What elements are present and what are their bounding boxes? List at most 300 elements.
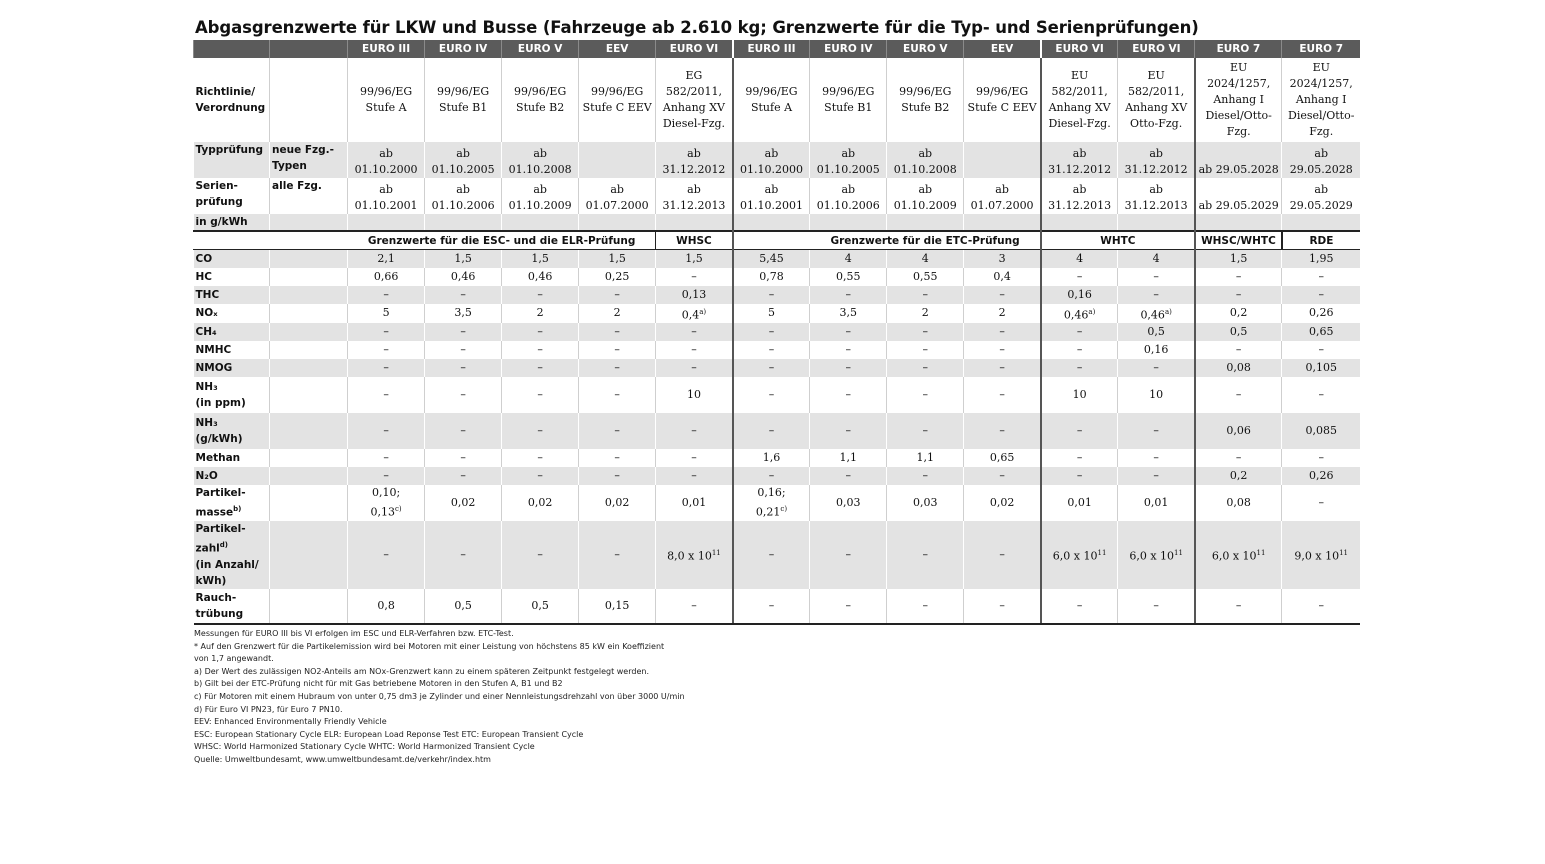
value-cell: – <box>1195 589 1282 624</box>
value-cell: 0,10; 0,13$^{c)}$ <box>348 485 425 521</box>
value-cell: – <box>1041 413 1118 449</box>
value-cell: 0,46 <box>425 268 502 286</box>
table-row <box>194 304 1361 324</box>
column-header: EURO III <box>733 40 810 58</box>
meta-cell <box>1282 214 1360 231</box>
row-label: NH₃ (g/kWh) <box>194 413 270 449</box>
value-cell: – <box>1195 341 1282 359</box>
value-cell: – <box>964 286 1041 304</box>
meta-cell <box>348 214 425 231</box>
value-cell: 1,6 <box>733 449 810 467</box>
value-cell: 0,02 <box>502 485 579 521</box>
value-cell: 1,5 <box>656 250 733 268</box>
value-cell: – <box>887 413 964 449</box>
value-cell: 0,5 <box>1195 323 1282 341</box>
value-cell: – <box>733 589 810 624</box>
column-header: EURO V <box>887 40 964 58</box>
value-cell: – <box>1041 359 1118 377</box>
meta-cell: EU 2024/1257, Anhang I Diesel/Otto- Fzg. <box>1195 58 1282 142</box>
meta-cell: ab 31.12.2012 <box>656 142 733 178</box>
value-cell: – <box>579 377 656 413</box>
value-cell: – <box>1195 377 1282 413</box>
table-row <box>194 341 1361 359</box>
meta-cell: 99/96/EG Stufe B1 <box>425 58 502 142</box>
footnote-line: b) Gilt bei der ETC-Prüfung nicht für mit Gas betriebene Motoren in den Stufen A, B1 und B2 <box>194 679 563 689</box>
meta-cell: ab 01.10.2009 <box>502 178 579 214</box>
value-cell: 5 <box>348 304 425 324</box>
value-cell: – <box>964 359 1041 377</box>
value-cell: – <box>348 467 425 485</box>
value-cell: – <box>502 286 579 304</box>
meta-cell: 99/96/EG Stufe B2 <box>887 58 964 142</box>
meta-cell: ab 01.10.2009 <box>887 178 964 214</box>
value-cell: – <box>502 377 579 413</box>
value-cell: – <box>348 521 425 589</box>
value-cell: – <box>733 359 810 377</box>
footnote-line: * Auf den Grenzwert für die Partikelemission wird bei Motoren mit einer Leistung von höchstens 85 kW ein Koeffizient <box>194 641 665 651</box>
value-cell: – <box>810 341 887 359</box>
row-sublabel: neue Fzg.- Typen <box>270 142 348 178</box>
row-sublabel <box>270 304 348 324</box>
meta-cell: ab 31.12.2013 <box>1041 178 1118 214</box>
value-cell: 0,46 <box>502 268 579 286</box>
value-cell: 0,16 <box>1118 341 1195 359</box>
footnote-line: WHSC: World Harmonized Stationary Cycle WHTC: World Harmonized Transient Cycle <box>194 742 535 752</box>
value-cell: 0,15 <box>579 589 656 624</box>
value-cell: – <box>348 359 425 377</box>
row-label: Richtlinie/ Verordnung <box>195 86 266 114</box>
value-cell: – <box>1041 467 1118 485</box>
value-cell: 1,5 <box>502 250 579 268</box>
row-label: Typprüfung <box>194 142 270 178</box>
footnote-line: c) Für Motoren mit einem Hubraum von unter 0,75 dm3 je Zylinder und einer Nennleistungsdrehzahl von über 3000 U/min <box>194 691 685 701</box>
column-header: EURO IV <box>810 40 887 58</box>
column-header: EURO 7 <box>1195 40 1282 58</box>
meta-cell: ab 01.07.2000 <box>964 178 1041 214</box>
value-cell: – <box>579 341 656 359</box>
value-cell: – <box>810 323 887 341</box>
value-cell: 0,2 <box>1195 304 1282 324</box>
column-header: EURO IV <box>425 40 502 58</box>
meta-cell: ab 01.10.2006 <box>425 178 502 214</box>
value-cell: 1,5 <box>579 250 656 268</box>
value-cell: 0,03 <box>887 485 964 521</box>
meta-cell: ab 01.10.2008 <box>887 142 964 178</box>
footnote-marker: a) <box>1088 307 1096 316</box>
meta-row <box>194 214 1361 231</box>
footnote-marker: 11 <box>1256 549 1266 558</box>
row-sublabel <box>270 467 348 485</box>
value-cell: – <box>425 359 502 377</box>
row-label: CO <box>194 250 270 268</box>
table-row <box>194 521 1361 589</box>
value-cell: 0,66 <box>348 268 425 286</box>
value-cell: 0,46$^{a)}$ <box>1041 304 1118 324</box>
value-cell: – <box>887 521 964 589</box>
meta-cell: 99/96/EG Stufe C EEV <box>579 58 656 142</box>
footnote-marker: b) <box>233 505 242 514</box>
value-cell: 0,4 <box>964 268 1041 286</box>
value-cell: – <box>502 413 579 449</box>
header-blank <box>270 40 348 58</box>
test-header-row <box>194 231 1361 250</box>
value-cell: 2 <box>502 304 579 324</box>
value-cell: 0,01 <box>1118 485 1195 521</box>
value-cell: – <box>348 341 425 359</box>
value-cell: 0,46$^{a)}$ <box>1118 304 1195 324</box>
value-cell: 1,1 <box>810 449 887 467</box>
value-cell: – <box>656 467 733 485</box>
value-cell: – <box>425 341 502 359</box>
value-cell: – <box>964 341 1041 359</box>
row-label: Rauch- trübung <box>194 589 270 624</box>
meta-cell: ab 01.10.2000 <box>348 142 425 178</box>
meta-cell <box>1041 214 1118 231</box>
meta-cell: EU 582/2011, Anhang XV Otto-Fzg. <box>1118 58 1195 142</box>
meta-cell <box>579 214 656 231</box>
value-cell: 10 <box>656 377 733 413</box>
row-label: CH₄ <box>194 323 270 341</box>
meta-cell <box>1195 214 1282 231</box>
footnote-marker: 11 <box>1339 549 1349 558</box>
meta-row <box>194 178 1361 214</box>
value-cell: – <box>1195 449 1282 467</box>
meta-cell: ab 01.10.2008 <box>502 142 579 178</box>
value-cell: – <box>425 521 502 589</box>
column-header: EURO III <box>348 40 425 58</box>
meta-cell: ab 29.05.2029 <box>1282 178 1360 214</box>
value-cell: – <box>810 286 887 304</box>
meta-cell: EG 582/2011, Anhang XV Diesel-Fzg. <box>656 58 733 142</box>
value-cell: 8,0 x $10^{11}$ <box>656 521 733 589</box>
value-cell: – <box>1118 268 1195 286</box>
footnote-marker: d) <box>219 541 228 550</box>
value-cell: – <box>733 467 810 485</box>
value-cell: 0,26 <box>1282 467 1360 485</box>
value-cell: 1,1 <box>887 449 964 467</box>
meta-cell: ab 29.05.2029 <box>1195 178 1282 214</box>
value-cell: – <box>502 323 579 341</box>
value-cell: – <box>579 286 656 304</box>
value-cell: – <box>348 323 425 341</box>
value-cell: – <box>425 449 502 467</box>
row-sublabel <box>270 449 348 467</box>
emission-limits-table <box>193 40 1360 625</box>
value-cell: 0,5 <box>425 589 502 624</box>
value-cell: 0,02 <box>579 485 656 521</box>
row-sublabel <box>270 286 348 304</box>
value-cell: 0,105 <box>1282 359 1360 377</box>
value-cell: – <box>964 521 1041 589</box>
value-cell: 10 <box>1041 377 1118 413</box>
value-cell: – <box>1282 589 1360 624</box>
value-cell: 6,0 x $10^{11}$ <box>1118 521 1195 589</box>
meta-cell <box>1118 214 1195 231</box>
value-cell: 0,2 <box>1195 467 1282 485</box>
value-cell: – <box>733 521 810 589</box>
value-cell: – <box>579 359 656 377</box>
value-cell: 2,1 <box>348 250 425 268</box>
table-row <box>194 485 1361 521</box>
meta-cell: ab 01.10.2001 <box>348 178 425 214</box>
value-cell: – <box>348 377 425 413</box>
value-cell: – <box>579 449 656 467</box>
value-cell: 0,02 <box>425 485 502 521</box>
row-label: Partikel- zahl$^{d)}$ (in Anzahl/ kWh) <box>194 521 270 589</box>
table-row <box>194 449 1361 467</box>
column-header: EURO VI <box>1041 40 1118 58</box>
value-cell: – <box>1041 341 1118 359</box>
footnote-marker: c) <box>395 505 402 514</box>
value-cell: 0,01 <box>656 485 733 521</box>
value-cell: 0,08 <box>1195 485 1282 521</box>
footnote-marker: c) <box>780 505 788 514</box>
value-cell: – <box>1118 286 1195 304</box>
value-cell: – <box>1282 286 1360 304</box>
meta-cell: EU 2024/1257, Anhang I Diesel/Otto- Fzg. <box>1282 58 1360 142</box>
table-row <box>194 467 1361 485</box>
value-cell: 0,65 <box>964 449 1041 467</box>
value-cell: – <box>656 589 733 624</box>
row-label: Methan <box>195 452 241 465</box>
row-label: Serien- prüfung <box>195 180 243 208</box>
value-cell: – <box>1041 449 1118 467</box>
row-sublabel <box>270 521 348 589</box>
value-cell: – <box>810 359 887 377</box>
column-header-row <box>194 40 1361 58</box>
value-cell: 0,26 <box>1282 304 1360 324</box>
meta-cell <box>733 214 810 231</box>
value-cell: – <box>1118 589 1195 624</box>
row-sublabel <box>270 485 348 521</box>
test-header-blank <box>194 231 270 250</box>
meta-cell <box>810 214 887 231</box>
table-row <box>194 268 1361 286</box>
value-cell: 2 <box>887 304 964 324</box>
row-sublabel: alle Fzg. <box>270 178 348 214</box>
value-cell: 4 <box>1041 250 1118 268</box>
value-cell: – <box>733 286 810 304</box>
meta-cell: 99/96/EG Stufe B2 <box>502 58 579 142</box>
row-sublabel <box>270 589 348 624</box>
value-cell: – <box>964 377 1041 413</box>
value-cell: 0,55 <box>887 268 964 286</box>
value-cell: 0,01 <box>1041 485 1118 521</box>
footnote-marker: a) <box>1164 307 1172 316</box>
footnote-line: Messungen für EURO III bis VI erfolgen im ESC und ELR-Verfahren bzw. ETC-Test. <box>194 629 514 638</box>
meta-cell: 99/96/EG Stufe B1 <box>810 58 887 142</box>
table-row <box>194 377 1361 413</box>
value-cell: – <box>1041 268 1118 286</box>
value-cell: – <box>1118 413 1195 449</box>
value-cell: – <box>733 413 810 449</box>
value-cell: – <box>1041 323 1118 341</box>
value-cell: – <box>579 413 656 449</box>
table-title: Abgasgrenzwerte für LKW und Busse (Fahrzeuge ab 2.610 kg; Grenzwerte für die Typ- und Serienprüfungen) <box>195 18 1199 37</box>
meta-cell: ab 01.10.2005 <box>810 142 887 178</box>
value-cell: – <box>810 589 887 624</box>
value-cell: – <box>1118 449 1195 467</box>
value-cell: 10 <box>1118 377 1195 413</box>
row-label: HC <box>195 270 212 283</box>
footnote-line: ESC: European Stationary Cycle ELR: European Load Reponse Test ETC: European Transient Cycle <box>194 729 584 739</box>
value-cell: – <box>1282 485 1360 521</box>
meta-cell <box>656 214 733 231</box>
value-cell: 0,085 <box>1282 413 1360 449</box>
row-sublabel <box>270 323 348 341</box>
value-cell: – <box>425 413 502 449</box>
value-cell: – <box>964 323 1041 341</box>
meta-cell: ab 01.10.2001 <box>733 178 810 214</box>
value-cell: 0,4$^{a)}$ <box>656 304 733 324</box>
meta-cell: EU 582/2011, Anhang XV Diesel-Fzg. <box>1041 58 1118 142</box>
meta-cell: ab 01.10.2006 <box>810 178 887 214</box>
value-cell: 0,8 <box>348 589 425 624</box>
value-cell: – <box>964 413 1041 449</box>
meta-cell: ab 31.12.2013 <box>1118 178 1195 214</box>
meta-cell <box>425 214 502 231</box>
value-cell: – <box>425 377 502 413</box>
footnote-line: a) Der Wert des zulässigen NO2-Anteils am NOx-Grenzwert kann zu einem späteren Zeitpunkt festgelegt werden. <box>194 666 649 676</box>
test-header-blank <box>270 231 348 250</box>
value-cell: – <box>656 341 733 359</box>
column-header: EURO 7 <box>1282 40 1360 58</box>
column-header: EURO VI <box>656 40 733 58</box>
value-cell: – <box>887 359 964 377</box>
meta-cell <box>502 214 579 231</box>
value-cell: – <box>656 323 733 341</box>
row-label: THC <box>194 286 270 304</box>
value-cell: – <box>733 323 810 341</box>
value-cell: – <box>810 413 887 449</box>
value-cell: – <box>887 589 964 624</box>
value-cell: – <box>425 323 502 341</box>
value-cell: 0,5 <box>1118 323 1195 341</box>
value-cell: 0,13 <box>656 286 733 304</box>
value-cell: – <box>1282 449 1360 467</box>
value-cell: – <box>810 467 887 485</box>
value-cell: – <box>425 467 502 485</box>
value-cell: – <box>733 377 810 413</box>
value-cell: – <box>1282 377 1360 413</box>
table-row <box>194 323 1361 341</box>
value-cell: – <box>964 467 1041 485</box>
meta-cell: 99/96/EG Stufe A <box>733 58 810 142</box>
table-row <box>194 359 1361 377</box>
value-cell: – <box>502 359 579 377</box>
value-cell: 4 <box>810 250 887 268</box>
footnote-line: Quelle: Umweltbundesamt, www.umweltbundesamt.de/verkehr/index.htm <box>194 754 491 764</box>
header-blank <box>194 40 270 58</box>
footnote-marker: 11 <box>711 549 721 558</box>
value-cell: – <box>348 286 425 304</box>
row-sublabel <box>270 250 348 268</box>
test-header <box>733 231 810 250</box>
meta-cell: 99/96/EG Stufe A <box>348 58 425 142</box>
footnote-line: EEV: Enhanced Environmentally Friendly Vehicle <box>194 717 387 727</box>
footnotes <box>194 628 685 767</box>
value-cell: – <box>964 589 1041 624</box>
value-cell: – <box>348 449 425 467</box>
value-cell: 5 <box>733 304 810 324</box>
value-cell: 6,0 x $10^{11}$ <box>1041 521 1118 589</box>
row-label: in g/kWh <box>194 214 270 231</box>
value-cell: – <box>810 377 887 413</box>
row-sublabel <box>270 413 348 449</box>
value-cell: – <box>887 341 964 359</box>
value-cell: 3,5 <box>810 304 887 324</box>
meta-cell: ab 01.10.2005 <box>425 142 502 178</box>
value-cell: – <box>579 323 656 341</box>
test-header: WHTC <box>1041 231 1195 250</box>
value-cell: – <box>425 286 502 304</box>
value-cell: 0,03 <box>810 485 887 521</box>
value-cell: – <box>1118 359 1195 377</box>
meta-cell <box>887 214 964 231</box>
table-row <box>194 589 1361 624</box>
value-cell: 9,0 x $10^{11}$ <box>1282 521 1360 589</box>
meta-cell <box>964 214 1041 231</box>
value-cell: 0,55 <box>810 268 887 286</box>
row-sublabel <box>270 58 348 142</box>
value-cell: – <box>502 449 579 467</box>
table-row <box>194 413 1361 449</box>
value-cell: 0,65 <box>1282 323 1360 341</box>
value-cell: – <box>1118 467 1195 485</box>
footnote-marker: 11 <box>1097 549 1107 558</box>
meta-cell: ab 29.05.2028 <box>1195 142 1282 178</box>
value-cell: 0,25 <box>579 268 656 286</box>
table-row <box>194 250 1361 268</box>
meta-cell: ab 01.07.2000 <box>579 178 656 214</box>
value-cell: – <box>810 521 887 589</box>
value-cell: 1,95 <box>1282 250 1360 268</box>
value-cell: 2 <box>964 304 1041 324</box>
test-header: WHSC/WHTC <box>1195 231 1282 250</box>
value-cell: – <box>887 286 964 304</box>
row-label: NH₃ (in ppm) <box>195 381 246 410</box>
value-cell: 0,06 <box>1195 413 1282 449</box>
value-cell: – <box>579 467 656 485</box>
value-cell: 3 <box>964 250 1041 268</box>
meta-cell <box>579 142 656 178</box>
table-row <box>194 286 1361 304</box>
footnote-line: von 1,7 angewandt. <box>194 654 274 664</box>
value-cell: 0,78 <box>733 268 810 286</box>
value-cell: 0,16; 0,21$^{c)}$ <box>733 485 810 521</box>
value-cell: – <box>1041 589 1118 624</box>
meta-cell <box>964 142 1041 178</box>
meta-cell: ab 31.12.2012 <box>1118 142 1195 178</box>
value-cell: – <box>502 341 579 359</box>
value-cell: – <box>502 521 579 589</box>
value-cell: 3,5 <box>425 304 502 324</box>
value-cell: 6,0 x $10^{11}$ <box>1195 521 1282 589</box>
row-label: Partikel- masse$^{b)}$ <box>195 487 246 519</box>
footnote-marker: 11 <box>1174 549 1183 558</box>
meta-row <box>194 58 1361 142</box>
column-header: EURO V <box>502 40 579 58</box>
value-cell: – <box>656 449 733 467</box>
value-cell: – <box>887 323 964 341</box>
value-cell: – <box>1195 286 1282 304</box>
test-header: Grenzwerte für die ESC- und die ELR-Prüfung <box>348 231 656 250</box>
value-cell: – <box>887 377 964 413</box>
value-cell: 2 <box>579 304 656 324</box>
value-cell: 0,16 <box>1041 286 1118 304</box>
row-sublabel <box>270 268 348 286</box>
row-sublabel <box>270 377 348 413</box>
